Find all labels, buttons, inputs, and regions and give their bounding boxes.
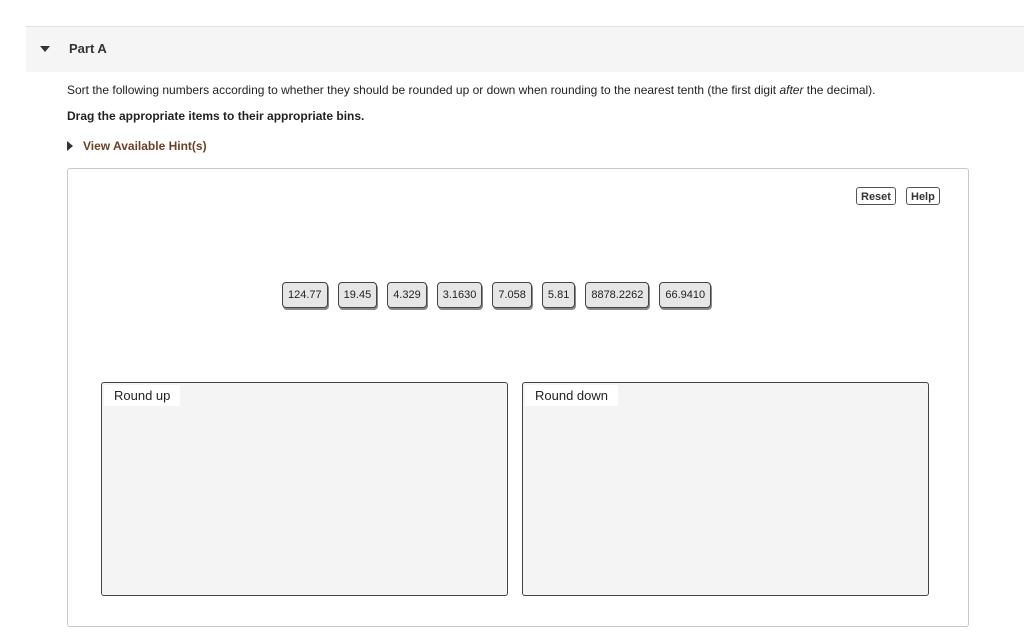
help-button[interactable]: Help xyxy=(906,187,940,205)
question-text-before: Sort the following numbers according to whether they should be rounded up or down when rounding to the nearest tenth (the first digit xyxy=(67,83,780,97)
draggable-number-tile[interactable]: 66.9410 xyxy=(659,282,711,308)
instruction-text: Drag the appropriate items to their appropriate bins. xyxy=(67,109,365,123)
reset-button[interactable]: Reset xyxy=(856,187,896,205)
hint-label: View Available Hint(s) xyxy=(83,139,207,153)
draggable-number-tile[interactable]: 124.77 xyxy=(282,282,328,308)
draggable-number-tile[interactable]: 8878.2262 xyxy=(585,282,649,308)
question-text-after: the decimal). xyxy=(803,83,876,97)
round-up-bin-label: Round up xyxy=(104,385,180,406)
round-up-bin[interactable] xyxy=(101,382,508,596)
draggable-number-tile[interactable]: 4.329 xyxy=(387,282,427,308)
collapse-caret-icon[interactable] xyxy=(40,46,50,52)
round-down-bin-label: Round down xyxy=(525,385,618,406)
part-header[interactable] xyxy=(26,26,1024,72)
part-title: Part A xyxy=(69,41,107,56)
view-hints-link[interactable] xyxy=(67,139,207,153)
draggable-number-tile[interactable]: 19.45 xyxy=(338,282,378,308)
draggable-number-tile[interactable]: 5.81 xyxy=(542,282,575,308)
draggable-items xyxy=(282,282,711,308)
expand-caret-icon xyxy=(67,141,73,151)
question-emphasis: after xyxy=(779,83,804,97)
draggable-number-tile[interactable]: 3.1630 xyxy=(437,282,483,308)
round-down-bin[interactable] xyxy=(522,382,929,596)
question-text xyxy=(67,83,875,97)
draggable-number-tile[interactable]: 7.058 xyxy=(492,282,532,308)
